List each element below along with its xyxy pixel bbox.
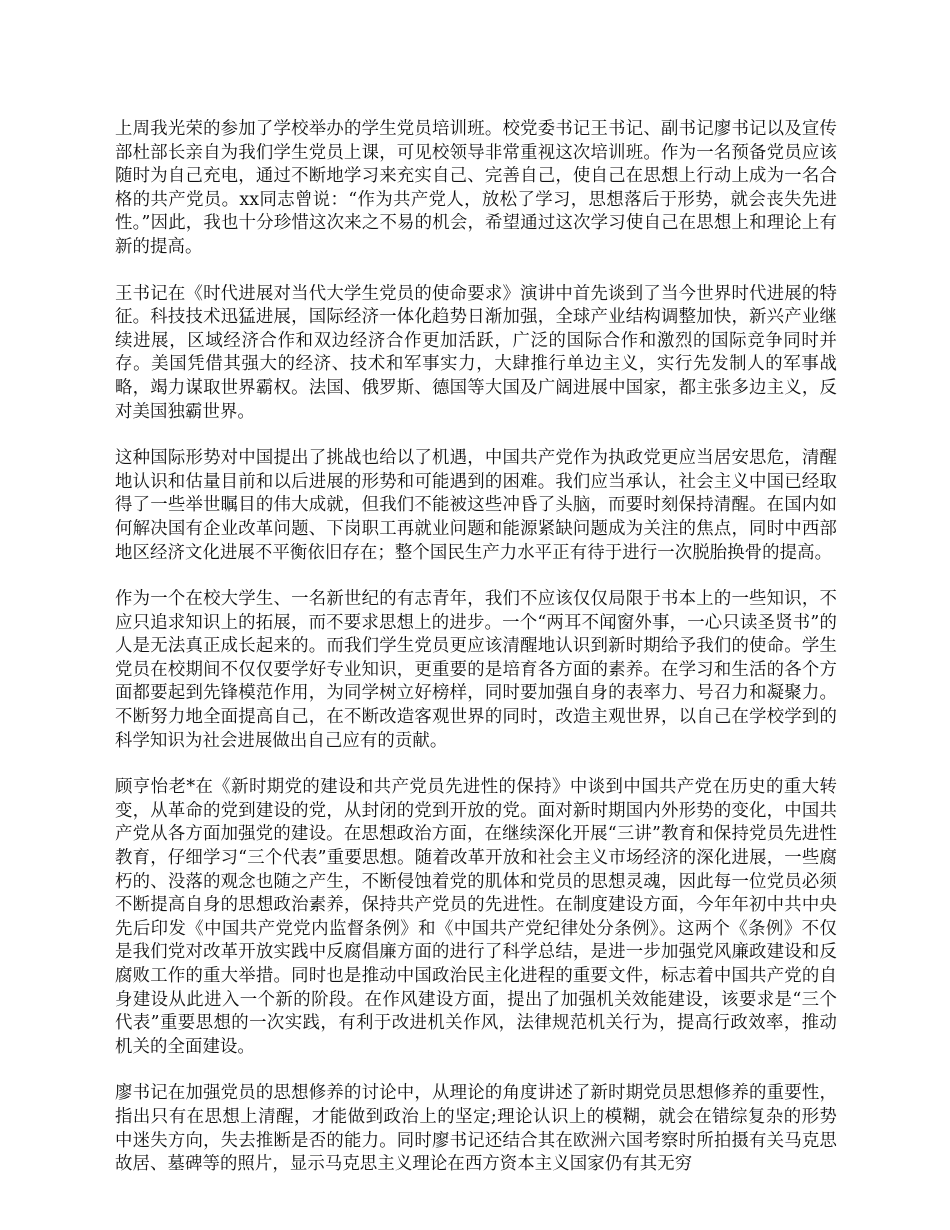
paragraph-2: 王书记在《时代进展对当代大学生党员的使命要求》演讲中首先谈到了当今世界时代进展的特征。科技技术迅猛进展，国际经济一体化趋势日渐加强，全球产业结构调整加快，新兴产业继续进展，区域经济合作和双边经济合作更加活跃，广泛的国际合作和激烈的国际竞争同时并存。美国凭借其强大的经济、技术和军事实力，大肆推行单边主义，实行先发制人的军事战略，竭力谋取世界霸权。法国、俄罗斯、德国等大国及广阔进展中国家，都主张多边主义，反对美国独霸世界。 (115, 283, 837, 422)
document-body (115, 118, 837, 1177)
paragraph-5: 顾亨怡老*在《新时期党的建设和共产党员先进性的保持》中谈到中国共产党在历史的重大转变，从革命的党到建设的党，从封闭的党到开放的党。面对新时期国内外形势的变化，中国共产党从各方面加强党的建设。在思想政治方面，在继续深化开展“三讲”教育和保持党员先进性教育，仔细学习“三个代表”重要思想。随着改革开放和社会主义市场经济的深化进展，一些腐朽的、没落的观念也随之产生，不断侵蚀着党的肌体和党员的思想灵魂，因此每一位党员必须不断提高自身的思想政治素养，保持共产党员的先进性。在制度建设方面，今年年初中共中央先后印发《中国共产党党内监督条例》和《中国共产党纪律处分条例》。这两个《条例》不仅是我们党对改革开放实践中反腐倡廉方面的进行了科学总结，是进一步加强党风廉政建设和反腐败工作的重大举措。同时也是推动中国政治民主化进程的重要文件，标志着中国共产党的自身建设从此进入一个新的阶段。在作风建设方面，提出了加强机关效能建设，该要求是“三个代表”重要思想的一次实践，有利于改进机关作风，法律规范机关行为，提高行政效率，推动机关的全面建设。 (115, 777, 837, 1057)
paragraph-6: 廖书记在加强党员的思想修养的讨论中，从理论的角度讲述了新时期党员思想修养的重要性，指出只有在思想上清醒，才能做到政治上的坚定;理论认识上的模糊，就会在错综复杂的形势中迷失方向，失去推断是否的能力。同时廖书记还结合其在欧洲六国考察时所拍摄有关马克思故居、墓碑等的照片，显示马克思主义理论在西方资本主义国家仍有其无穷 (115, 1083, 837, 1175)
paragraph-3: 这种国际形势对中国提出了挑战也给以了机遇，中国共产党作为执政党更应当居安思危，清醒地认识和估量目前和以后进展的形势和可能遇到的困难。我们应当承认，社会主义中国已经取得了一些举世瞩目的伟大成就，但我们不能被这些冲昏了头脑，而要时刻保持清醒。在国内如何解决国有企业改革问题、下岗职工再就业问题和能源紧缺问题成为关注的焦点，同时中西部地区经济文化进展不平衡依旧存在；整个国民生产力水平正有待于进行一次脱胎换骨的提高。 (115, 448, 837, 563)
paragraph-4: 作为一个在校大学生、一名新世纪的有志青年，我们不应该仅仅局限于书本上的一些知识，不应只追求知识上的拓展，而不要求思想上的进步。一个“两耳不闻窗外事，一心只读圣贤书”的人是无法真正成长起来的。而我们学生党员更应该清醒地认识到新时期给予我们的使命。学生党员在校期间不仅仅要学好专业知识，更重要的是培育各方面的素养。在学习和生活的各个方面都要起到先锋模范作用，为同学树立好榜样，同时要加强自身的表率力、号召力和凝聚力。不断努力地全面提高自己，在不断改造客观世界的同时，改造主观世界，以自己在学校学到的科学知识为社会进展做出自己应有的贡献。 (115, 589, 837, 751)
paragraph-1: 上周我光荣的参加了学校举办的学生党员培训班。校党委书记王书记、副书记廖书记以及宣传部杜部长亲自为我们学生党员上课，可见校领导非常重视这次培训班。作为一名预备党员应该随时为自己充电，通过不断地学习来充实自己、完善自己，使自己在思想上行动上成为一名合格的共产党员。xx同志曾说：“作为共产党人，放松了学习，思想落后于形势，就会丧失先进性。”因此，我也十分珍惜这次来之不易的机会，希望通过这次学习使自己在思想上和理论上有新的提高。 (115, 119, 837, 257)
